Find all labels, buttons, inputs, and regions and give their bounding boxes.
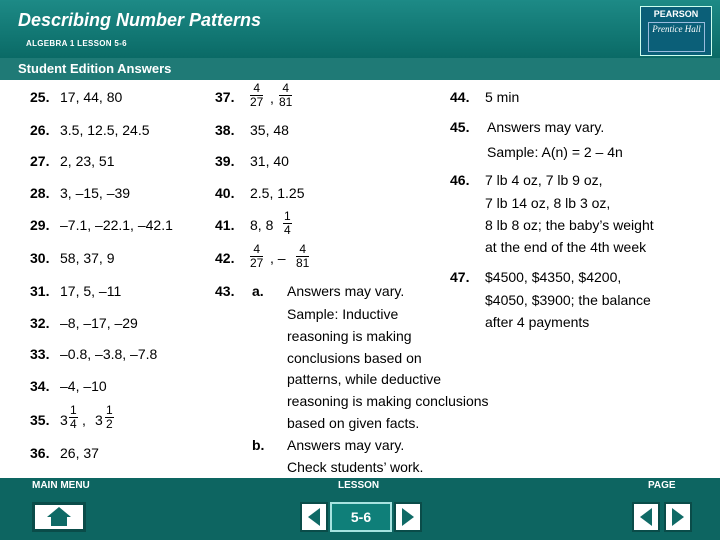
answer-29-number: 29.	[30, 217, 50, 233]
fraction-denominator: 4	[70, 417, 77, 431]
answer-47-number: 47.	[450, 269, 470, 285]
answer-46-number: 46.	[450, 172, 470, 188]
answer-43a-line-3: reasoning is making	[287, 328, 412, 344]
answer-25-text: 17, 44, 80	[60, 89, 123, 105]
logo-publisher: PEARSON	[653, 9, 699, 19]
answer-39-text: 31, 40	[250, 153, 289, 169]
answer-42-number: 42.	[215, 250, 235, 266]
answer-26-number: 26.	[30, 122, 50, 138]
answer-46-line-4: at the end of the 4th week	[485, 239, 647, 255]
answer-43a-line-7: based on given facts.	[287, 415, 420, 431]
answer-36-text: 26, 37	[60, 445, 99, 461]
fraction-numerator: 4	[279, 82, 292, 96]
answer-33-text: –0.8, –3.8, –7.8	[60, 346, 158, 362]
answer-35-fraction-1	[69, 404, 78, 431]
section-title: Student Edition Answers	[18, 61, 172, 76]
answer-43a-label: a.	[252, 283, 264, 299]
answer-46-line-3: 8 lb 8 oz; the baby’s weight	[485, 217, 654, 233]
answer-43a-line-1: Answers may vary.	[287, 283, 405, 299]
answer-32-number: 32.	[30, 315, 50, 331]
answer-35-whole-1: 3	[60, 412, 68, 428]
answer-41-fraction	[283, 210, 292, 237]
answer-37-fraction-1	[250, 82, 263, 109]
page-previous-button[interactable]	[632, 502, 660, 532]
answer-33-number: 33.	[30, 346, 50, 362]
fraction-denominator: 2	[106, 417, 113, 431]
arrow-left-icon	[634, 504, 658, 530]
fraction-denominator: 4	[284, 223, 291, 237]
answer-42-fraction-2	[296, 243, 309, 270]
answer-31-number: 31.	[30, 283, 50, 299]
answer-38-text: 35, 48	[250, 122, 289, 138]
page-next-button[interactable]	[664, 502, 692, 532]
lesson-label: LESSON	[338, 480, 380, 491]
answer-46-line-2: 7 lb 14 oz, 8 lb 3 oz,	[485, 195, 611, 211]
answer-43b-label: b.	[252, 437, 265, 453]
answer-31-text: 17, 5, –11	[60, 283, 122, 299]
answer-41-number: 41.	[215, 217, 235, 233]
fraction-denominator: 81	[296, 256, 310, 270]
answer-43a-line-5: patterns, while deductive	[287, 371, 442, 387]
answer-38-number: 38.	[215, 122, 235, 138]
answer-43a-line-2: Sample: Inductive	[287, 306, 399, 322]
fraction-numerator: 1	[106, 403, 113, 417]
answer-42-separator: , –	[270, 250, 286, 266]
answer-25-number: 25.	[30, 89, 50, 105]
fraction-denominator: 27	[250, 256, 264, 270]
lesson-previous-button[interactable]	[300, 502, 328, 532]
answer-35-separator: ,	[82, 412, 86, 428]
home-icon	[35, 505, 83, 529]
answer-45-line-2: Sample: A(n) = 2 – 4n	[487, 144, 623, 160]
answer-34-text: –4, –10	[60, 378, 107, 394]
arrow-right-icon	[666, 504, 690, 530]
page-title: Describing Number Patterns	[18, 10, 262, 30]
answer-28-number: 28.	[30, 185, 50, 201]
answer-36-number: 36.	[30, 445, 50, 461]
answer-35-fraction-2	[105, 404, 114, 431]
answer-28-text: 3, –15, –39	[60, 185, 131, 201]
answer-43b-line-2: Check students’ work.	[287, 459, 424, 475]
answer-29-text: –7.1, –22.1, –42.1	[60, 217, 173, 233]
lesson-next-button[interactable]	[394, 502, 422, 532]
answer-44-number: 44.	[450, 89, 470, 105]
answer-27-text: 2, 23, 51	[60, 153, 115, 169]
answer-46-line-1: 7 lb 4 oz, 7 lb 9 oz,	[485, 172, 603, 188]
fraction-denominator: 81	[279, 95, 293, 109]
answer-43b-line-1: Answers may vary.	[287, 437, 405, 453]
answer-42-fraction-1	[250, 243, 263, 270]
answer-35-whole-2: 3	[95, 412, 103, 428]
answer-40-text: 2.5, 1.25	[250, 185, 305, 201]
answer-27-number: 27.	[30, 153, 50, 169]
answer-37-separator: ,	[270, 90, 274, 106]
lesson-number: 5-6	[330, 502, 392, 532]
answer-47-line-2: $4050, $3900; the balance	[485, 292, 651, 308]
answer-37-number: 37.	[215, 89, 235, 105]
answer-43a-line-4: conclusions based on	[287, 350, 422, 366]
answer-47-line-1: $4500, $4350, $4200,	[485, 269, 622, 285]
fraction-numerator: 4	[250, 82, 263, 96]
answer-43a-line-6: reasoning is making conclusions	[287, 393, 489, 409]
answer-32-text: –8, –17, –29	[60, 315, 138, 331]
home-button[interactable]	[32, 502, 86, 532]
pearson-logo	[640, 6, 712, 56]
answer-39-number: 39.	[215, 153, 235, 169]
answer-34-number: 34.	[30, 378, 50, 394]
answer-37-fraction-2	[279, 82, 292, 109]
answer-44-text: 5 min	[485, 89, 520, 105]
lesson-subtitle: ALGEBRA 1 LESSON 5-6	[26, 39, 127, 48]
arrow-left-icon	[302, 504, 326, 530]
fraction-numerator: 4	[296, 243, 309, 257]
page-label: PAGE	[648, 480, 676, 491]
answer-43-number: 43.	[215, 283, 235, 299]
arrow-right-icon	[396, 504, 420, 530]
fraction-denominator: 27	[250, 95, 264, 109]
answer-41-text: 8, 8	[250, 217, 274, 233]
logo-imprint: Prentice Hall	[648, 22, 705, 52]
answer-40-number: 40.	[215, 185, 235, 201]
main-menu-label: MAIN MENU	[32, 480, 90, 491]
fraction-numerator: 1	[70, 403, 77, 417]
answer-45-number: 45.	[450, 119, 470, 135]
answer-47-line-3: after 4 payments	[485, 314, 590, 330]
fraction-numerator: 1	[284, 209, 291, 223]
answer-45-line-1: Answers may vary.	[487, 119, 605, 135]
answer-26-text: 3.5, 12.5, 24.5	[60, 122, 150, 138]
answer-35-number: 35.	[30, 412, 50, 428]
answer-30-number: 30.	[30, 250, 50, 266]
fraction-numerator: 4	[250, 243, 263, 257]
answer-30-text: 58, 37, 9	[60, 250, 115, 266]
